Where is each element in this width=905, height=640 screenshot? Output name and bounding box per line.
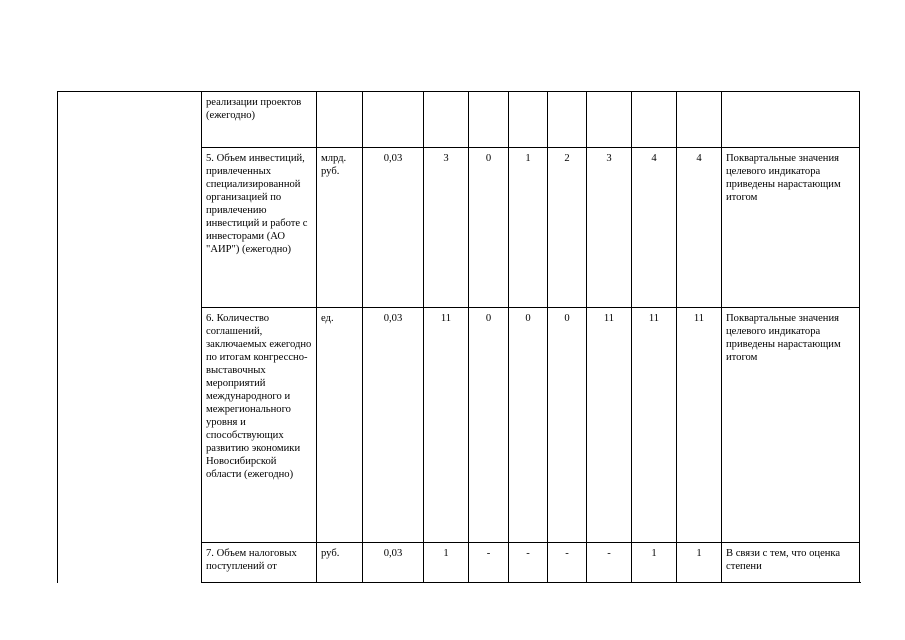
weight-cell [363,92,424,148]
q4-cell: 3 [587,148,632,308]
q3-cell [548,92,587,148]
note-cell [722,92,860,148]
indicator-name-cell: 7. Объем налоговых поступлений от [202,543,317,603]
percent-cell: 4 [677,148,722,308]
plan-cell: 3 [424,148,469,308]
outer-table-top-border [57,91,201,92]
note-cell: В связи с тем, что оценка степени [722,543,860,603]
weight-cell: 0,03 [363,148,424,308]
q4-cell: 11 [587,308,632,543]
q2-cell: 1 [509,148,548,308]
plan-cell: 1 [424,543,469,603]
fact-cell: 1 [632,543,677,603]
q1-cell: - [469,543,509,603]
q3-cell: - [548,543,587,603]
fact-cell [632,92,677,148]
table-cut-edge [201,582,861,583]
fact-cell: 4 [632,148,677,308]
indicator-name-cell: 5. Объем инвестиций, привлеченных специализированной организацией по привлечению инвестиций и работе с инвесторами (АО "АИР") (ежегодно) [202,148,317,308]
weight-cell: 0,03 [363,543,424,603]
q1-cell: 0 [469,148,509,308]
indicator-name-cell: 6. Количество соглашений, заключаемых ежегодно по итогам конгрессно-выставочных мероприятий международного и межрегионального уровня и способствующих развитию экономики Новосибирской области (ежегодно) [202,308,317,543]
q1-cell [469,92,509,148]
table-row [202,92,860,148]
plan-cell [424,92,469,148]
q3-cell: 0 [548,308,587,543]
q2-cell: - [509,543,548,603]
indicator-table [201,91,860,603]
note-cell: Поквартальные значения целевого индикатора приведены нарастающим итогом [722,148,860,308]
q2-cell: 0 [509,308,548,543]
percent-cell [677,92,722,148]
outer-table-left-border [57,91,58,583]
q4-cell: - [587,543,632,603]
percent-cell: 1 [677,543,722,603]
q4-cell [587,92,632,148]
unit-cell: млрд. руб. [317,148,363,308]
table-row [202,148,860,308]
q3-cell: 2 [548,148,587,308]
table-row [202,308,860,543]
unit-cell: ед. [317,308,363,543]
q2-cell [509,92,548,148]
unit-cell: руб. [317,543,363,603]
note-cell: Поквартальные значения целевого индикатора приведены нарастающим итогом [722,308,860,543]
fact-cell: 11 [632,308,677,543]
percent-cell: 11 [677,308,722,543]
q1-cell: 0 [469,308,509,543]
indicator-name-cell: реализации проектов (ежегодно) [202,92,317,148]
page-bottom-margin [0,583,905,640]
plan-cell: 11 [424,308,469,543]
unit-cell [317,92,363,148]
weight-cell: 0,03 [363,308,424,543]
